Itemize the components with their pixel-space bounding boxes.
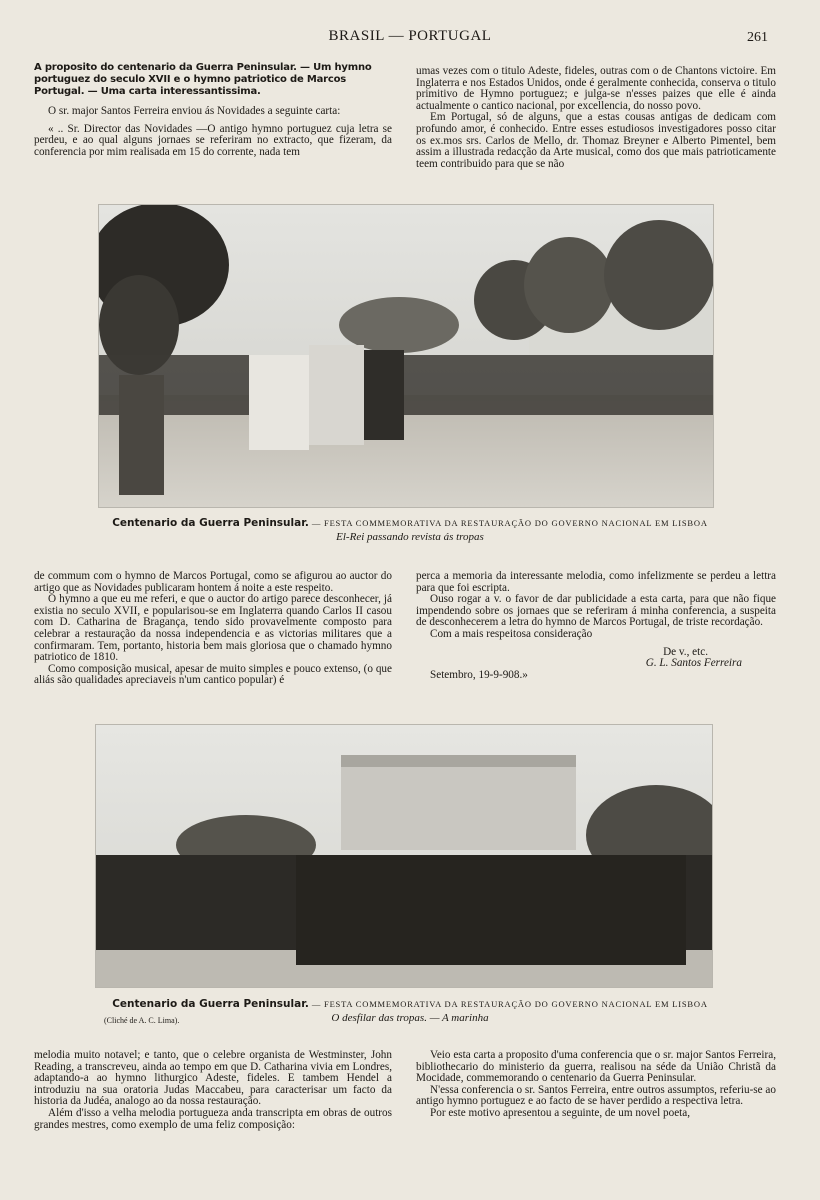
top-left-column [34, 62, 392, 158]
photo-king-reviewing-troops-image [99, 205, 713, 507]
letter-date: Setembro, 19-9-908.» [430, 668, 528, 681]
photo2-subcaption: O desfilar das tropas. — A marinha [331, 1012, 489, 1024]
photo2-caption-lead: Centenario da Guerra Peninsular. [112, 998, 309, 1010]
letter-closing: De v., etc. [663, 645, 708, 658]
paragraph: Em Portugal, só de alguns, que a estas cousas antigas de dedicam com profundo amor, é conhecido. Entre esses estudiosos investigadores posso citar os ex.mos srs. Carlos de Mello, dr. Thomaz Breyner e Alberto Pimentel, bem assim a illustrada redacção da Arte musical, como dos que mais patrioticamente teem contribuido para que se não [416, 111, 776, 170]
paragraph: Ouso rogar a v. o favor de dar publicidade a esta carta, para que não fique impendendo sobre os jornaes que se referiram á minha conferencia, a suspeita de desconhecerem a letra do hymno de Marcos Portugal, de triste recordação. [416, 593, 776, 629]
photo1-caption-desc: — FESTA COMMEMORATIVA DA RESTAURAÇÃO DO GOVERNO NACIONAL EM LISBOA [308, 518, 708, 528]
paragraph: N'essa conferencia o sr. Santos Ferreira, entre outros assumptos, referiu-se ao antigo hymno portuguez e ao facto de se haver perdido a respectiva letra. [416, 1083, 776, 1108]
paragraph: Com a mais respeitosa consideração [430, 627, 593, 640]
photo-king-reviewing-troops [98, 204, 714, 508]
photo-navy-parade-image [96, 725, 712, 987]
letter-signature: G. L. Santos Ferreira [645, 657, 742, 670]
paragraph: O hymno a que eu me referi, e que o auctor do artigo parece desconhecer, já existia no seculo XVII, e popularisou-se em Inglaterra quando Carlos II casou com D. Catharina de Bragança, tendo sido provavelmente composto para celebrar a restauração da nossa independencia e as victorias militares que a confirmaram. Tem, portanto, historia bem mais gloriosa que o chamado hymno patriotico de 1810. [34, 593, 392, 664]
page-number: 261 [747, 30, 768, 45]
photo1-caption-lead: Centenario da Guerra Peninsular. [112, 517, 309, 529]
photo2-caption-desc: — FESTA COMMEMORATIVA DA RESTAURAÇÃO DO GOVERNO NACIONAL EM LISBOA [308, 999, 708, 1009]
bottom-left-column [34, 1050, 392, 1131]
paragraph: O sr. major Santos Ferreira enviou ás Novidades a seguinte carta: [48, 105, 341, 117]
paragraph: « .. Sr. Director das Novidades —O antigo hymno portuguez cuja letra se perdeu, e ao qual alguns jornaes se referiram no extracto, que fizeram, da conferencia por mim realisada em 15 do corrente, nada tem [34, 122, 392, 158]
photo1-caption [0, 517, 820, 529]
photo2-credit: (Cliché de A. C. Lima). [104, 1016, 180, 1025]
running-title: BRASIL — PORTUGAL [328, 28, 492, 44]
paragraph: Por este motivo apresentou a seguinte, de um novel poeta, [430, 1106, 691, 1119]
bottom-right-column [416, 1050, 776, 1120]
middle-right-column [416, 571, 776, 681]
middle-left-column [34, 571, 392, 687]
paragraph: perca a memoria da interessante melodia, como infelizmente se perdeu a lettra para que foi escripta. [416, 570, 776, 594]
paragraph: de commum com o hymno de Marcos Portugal, como se afigurou ao auctor do artigo que as Novidades publicaram hontem á noite a este respeito. [34, 570, 392, 594]
paragraph: melodia muito notavel; e tanto, que o celebre organista de Westminster, John Reading, a transcreveu, ainda ao tempo em que D. Catharina vivia em Londres, adaptando-a ao hymno lithurgico Adeste, fideles. E tambem Hendel a introduziu na sua oratoria Judas Maccabeu, para caracterisar um facto da historia da Judéa, analogo ao da nossa restauração. [34, 1049, 392, 1108]
article-headline: A proposito do centenario da Guerra Peninsular. — Um hymno portuguez do seculo XVII e o hymno patriotico de Marcos Portugal. — Uma carta interessantissima. [34, 62, 372, 97]
paragraph: Além d'isso a velha melodia portugueza anda transcripta em obras de outros grandes mestres, como exemplo de uma feliz composição: [34, 1106, 392, 1131]
paragraph: umas vezes com o titulo Adeste, fideles, outras com o de Chantons victoire. Em Inglaterra e nos Estados Unidos, onde é geralmente conhecida, conserva o titulo primitivo de Hymno portuguez; e julga-se n'esses paizes que elle é ainda actualmente o cantico nacional, por excellencia, do nosso povo. [416, 65, 776, 112]
photo-navy-parade [95, 724, 713, 988]
paragraph: Como composição musical, apesar de muito simples e pouco extenso, (o que aliás são qualidades apreciaveis n'um cantico popular) é [34, 662, 392, 687]
paragraph: Veio esta carta a proposito d'uma conferencia que o sr. major Santos Ferreira, bibliothecario do ministerio da guerra, realisou na séde da União Christã da Mocidade, commemorando o centenario da Guerra Peninsular. [416, 1049, 776, 1085]
photo2-caption [0, 998, 820, 1010]
photo1-subcaption: El-Rei passando revista ás tropas [336, 531, 484, 543]
top-right-column [416, 66, 776, 170]
